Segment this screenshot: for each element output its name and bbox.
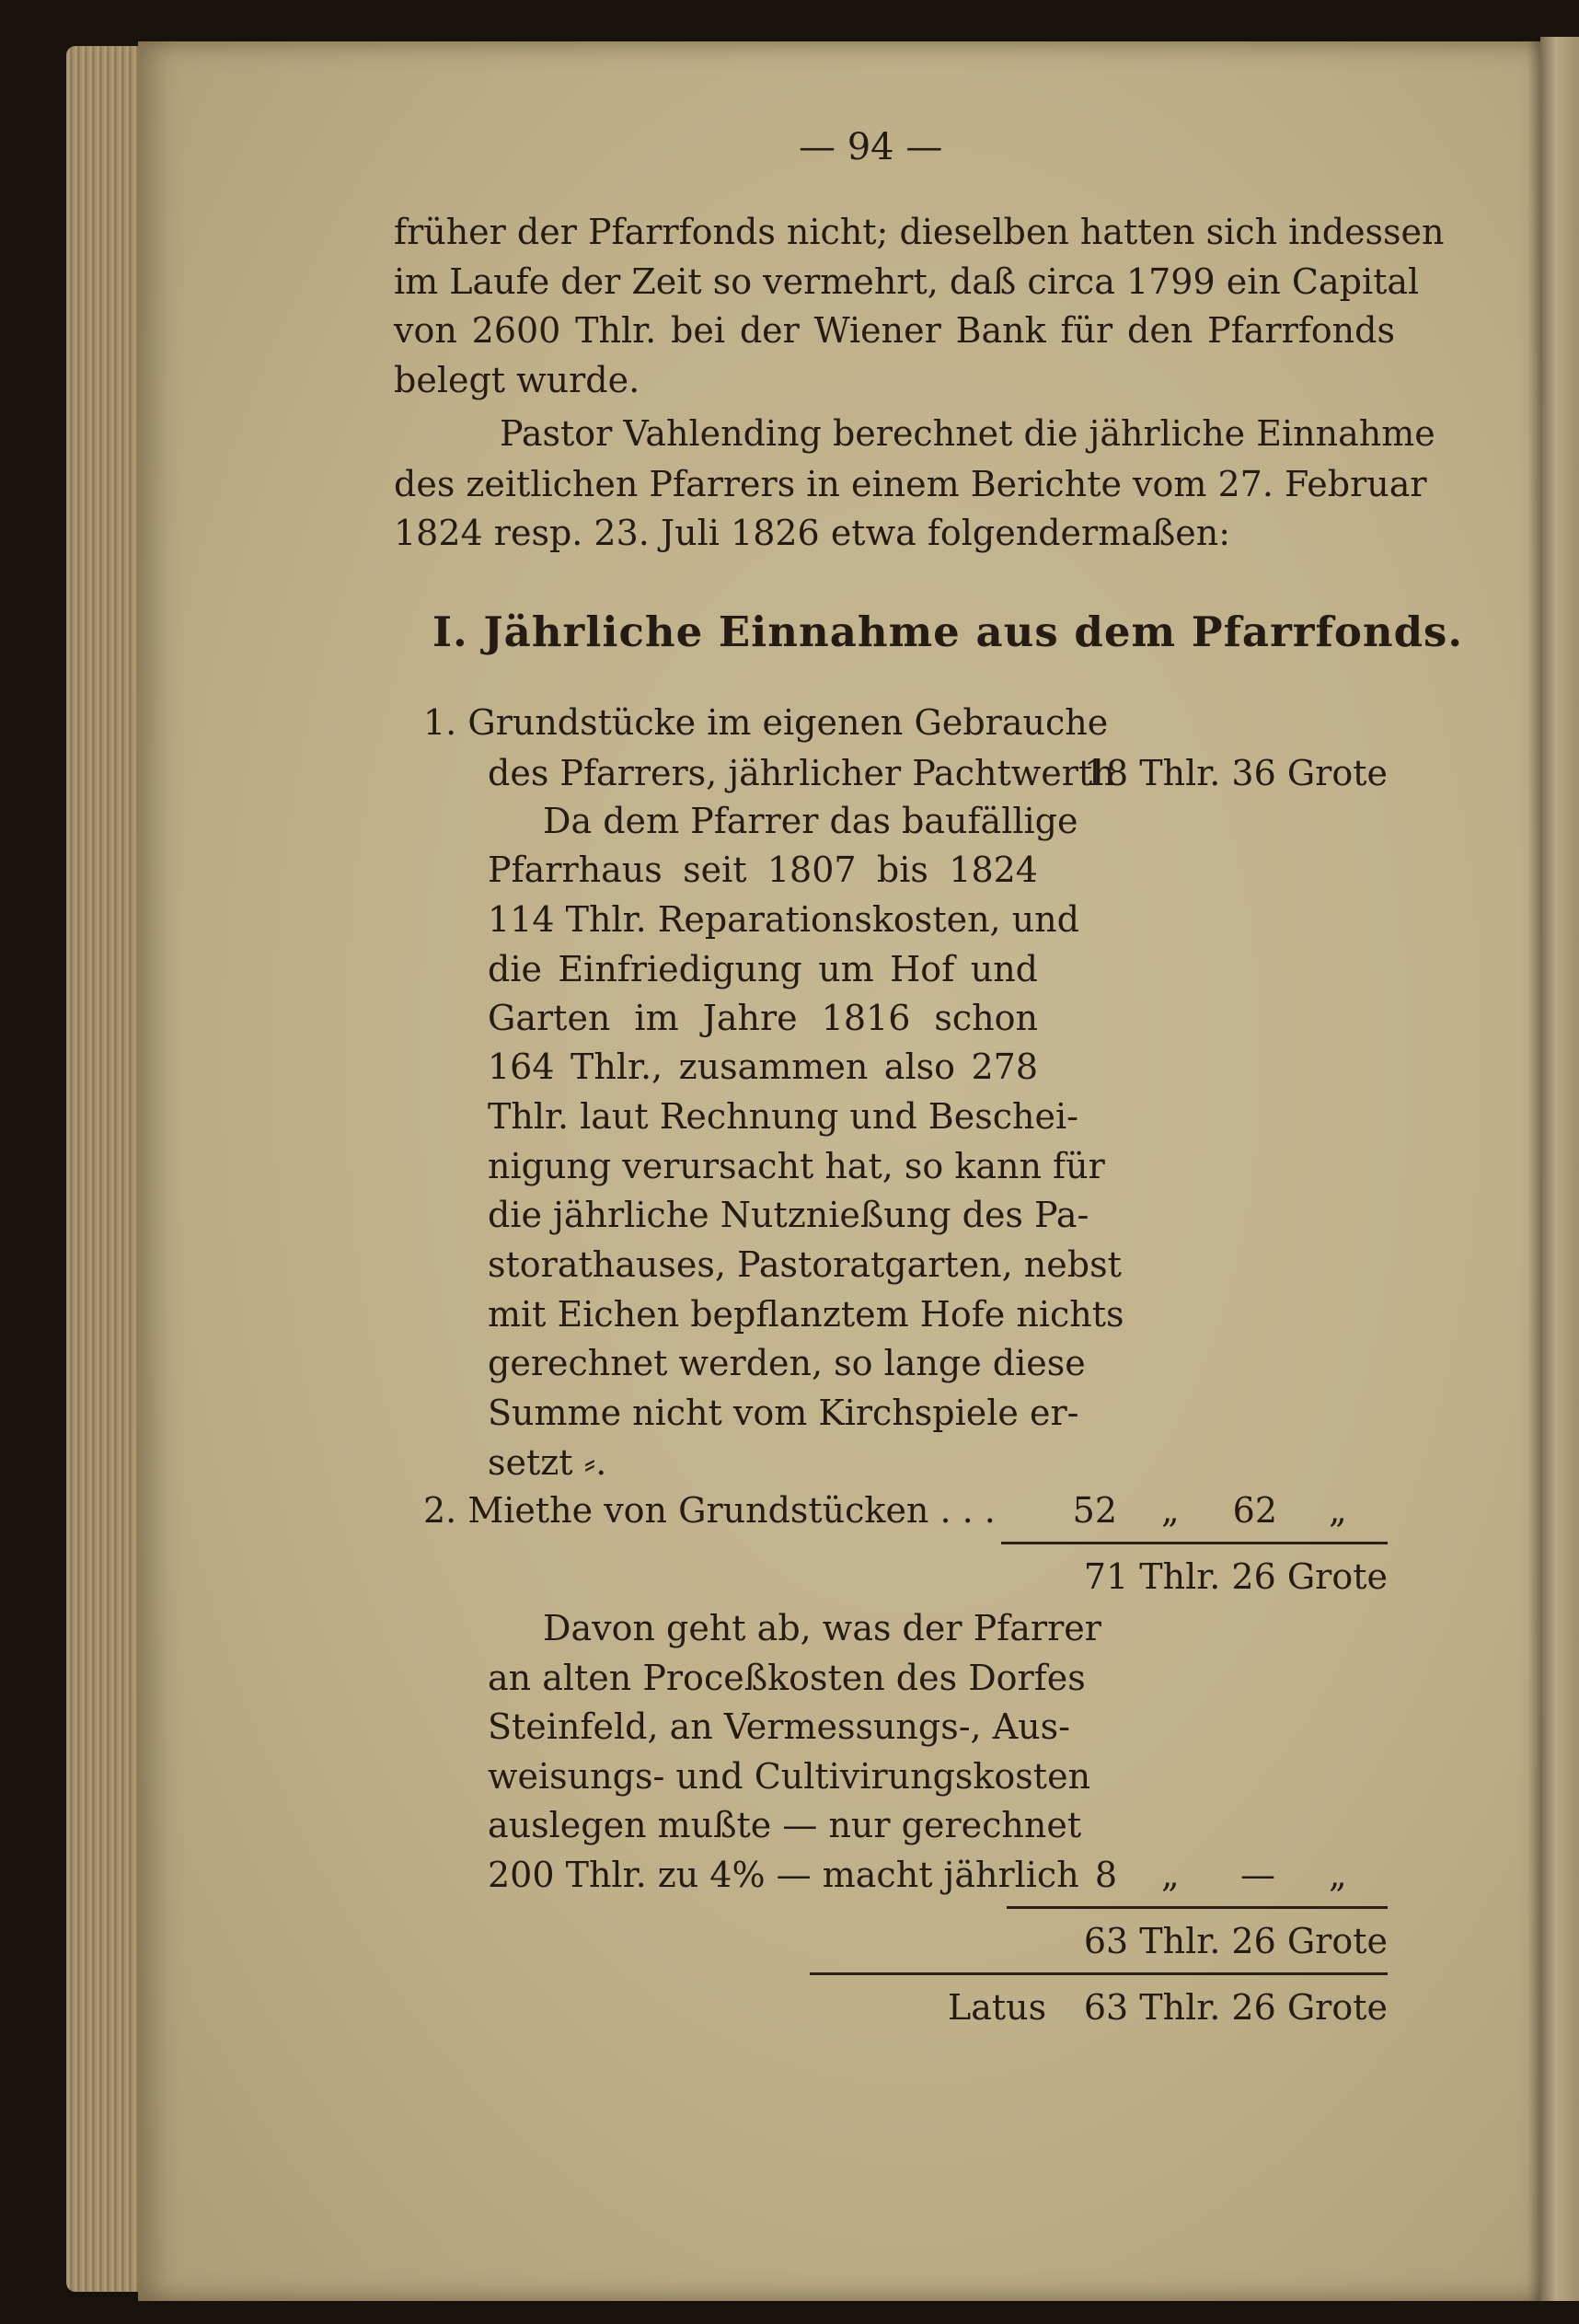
body-line: belegt wurde.	[394, 360, 640, 400]
body-line: des zeitlichen Pfarrers in einem Berichte vom 27. Februar	[394, 464, 1427, 504]
deduction-dash: —	[1240, 1855, 1275, 1895]
item1-line: storathauses, Pastoratgarten, nebst	[488, 1244, 1122, 1285]
deduction-ditto-1: „	[1161, 1855, 1180, 1895]
body-line: 1824 resp. 23. Juli 1826 etwa folgendermaßen:	[394, 513, 1231, 553]
facing-page-edge	[1540, 37, 1579, 2301]
item1-line: gerechnet werden, so lange diese	[488, 1343, 1086, 1383]
deduction-line: Davon geht ab, was der Pfarrer	[543, 1608, 1101, 1648]
deduction-amount-a: 8	[1094, 1855, 1117, 1895]
body-line: von 2600 Thlr. bei der Wiener Bank für den Pfarrfonds	[394, 310, 1395, 351]
item1-line: die Einfriedigung um Hof und	[488, 949, 1038, 989]
subtotal-1: 71 Thlr. 26 Grote	[1083, 1556, 1388, 1597]
deduction-line: an alten Proceßkosten des Dorfes	[488, 1658, 1086, 1698]
section-heading: I. Jährliche Einnahme aus dem Pfarrfonds.	[432, 607, 1464, 656]
sum-rule	[1007, 1906, 1388, 1909]
deduction-line: weisungs- und Cultivirungskosten	[488, 1756, 1091, 1797]
deduction-line: 200 Thlr. zu 4% — macht jährlich	[488, 1855, 1079, 1895]
item1-line: 1. Grundstücke im eigenen Gebrauche	[423, 702, 1109, 743]
item2-ditto-1: „	[1161, 1490, 1180, 1531]
item1-line: nigung verursacht hat, so kann für	[488, 1146, 1105, 1186]
item1-line: Thlr. laut Rechnung und Beschei-	[488, 1096, 1078, 1137]
page-number: — 94 —	[799, 126, 943, 168]
body-line: früher der Pfarrfonds nicht; dieselben hatten sich indessen	[394, 212, 1445, 252]
item2-ditto-2: „	[1329, 1490, 1347, 1531]
item1-line: Garten im Jahre 1816 schon	[488, 998, 1038, 1038]
latus-amount: 63 Thlr. 26 Grote	[1083, 1987, 1388, 2028]
latus-label: Latus	[948, 1987, 1047, 2028]
item1-line: setzt ⸗.	[488, 1442, 607, 1483]
item1-line: Summe nicht vom Kirchspiele er-	[488, 1393, 1079, 1433]
sum-rule	[1001, 1542, 1388, 1544]
item1-line: 114 Thlr. Reparationskosten, und	[488, 899, 1079, 940]
body-line: Pastor Vahlending berechnet die jährliche Einnahme	[500, 413, 1435, 454]
item2-label: 2. Miethe von Grundstücken . . .	[423, 1490, 996, 1531]
item1-line: Da dem Pfarrer das baufällige	[543, 801, 1078, 841]
latus-rule	[810, 1972, 1388, 1975]
subtotal-2: 63 Thlr. 26 Grote	[1083, 1921, 1388, 1961]
item2-amount-b: 62	[1232, 1490, 1277, 1531]
body-line: im Laufe der Zeit so vermehrt, daß circa 1799 ein Capital	[394, 261, 1420, 302]
item1-amount: 18 Thlr. 36 Grote	[1083, 753, 1388, 793]
item1-line: die jährliche Nutznießung des Pa-	[488, 1195, 1089, 1235]
item1-line: mit Eichen bepflanztem Hofe nichts	[488, 1294, 1124, 1335]
item1-line: des Pfarrers, jährlicher Pachtwerth	[488, 753, 1115, 793]
item1-line: 164 Thlr., zusammen also 278	[488, 1046, 1038, 1087]
item1-line: Pfarrhaus seit 1807 bis 1824	[488, 850, 1038, 890]
item2-amount-a: 52	[1072, 1490, 1117, 1531]
deduction-line: auslegen mußte — nur gerechnet	[488, 1805, 1082, 1845]
deduction-line: Steinfeld, an Vermessungs-, Aus-	[488, 1706, 1070, 1747]
deduction-ditto-2: „	[1329, 1855, 1347, 1895]
